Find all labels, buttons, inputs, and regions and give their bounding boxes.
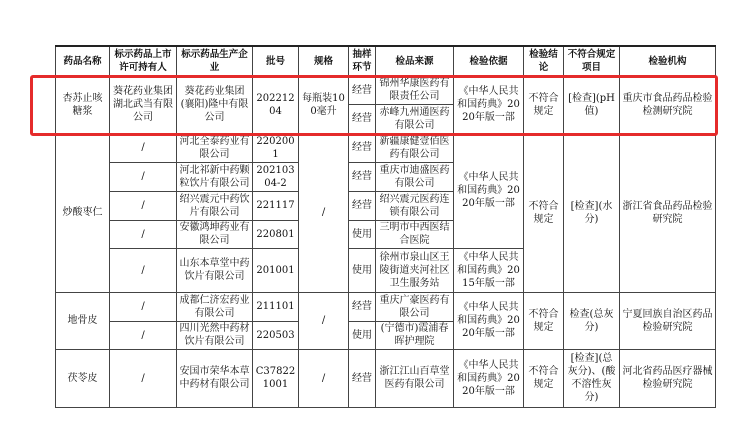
cell-nonconform: [检查](总灰分)、(酸不溶性灰分) xyxy=(564,349,620,407)
cell-holder: / xyxy=(110,133,177,162)
header-source: 检品来源 xyxy=(376,46,454,76)
cell-org: 重庆市食品药品检验检测研究院 xyxy=(620,76,716,133)
cell-spec: / xyxy=(299,349,349,407)
cell-holder: / xyxy=(110,292,177,321)
cell-org: 浙江省食品药品检验研究院 xyxy=(620,133,716,292)
cell-batch: 211101 xyxy=(253,292,299,321)
cell-basis: 《中华人民共和国药典》2020年版一部 xyxy=(454,76,524,133)
cell-nonconform: [检查](pH值) xyxy=(564,76,620,133)
cell-holder: / xyxy=(110,162,177,191)
cell-source: 重庆市迪盛医药有限公司 xyxy=(376,162,454,191)
cell-source: 赤峰九州通医药有限公司 xyxy=(376,104,454,133)
cell-maker: 安徽鸿坤药业有限公司 xyxy=(177,220,253,248)
cell-source: 重庆广豪医药有限公司 xyxy=(376,292,454,321)
cell-conclusion: 不符合规定 xyxy=(524,76,564,133)
cell-holder: / xyxy=(110,248,177,292)
table-row xyxy=(56,76,716,104)
cell-conclusion: 不符合规定 xyxy=(524,349,564,407)
header-maker: 标示药品生产企业 xyxy=(177,46,253,76)
cell-link: 经营 xyxy=(349,133,376,162)
header-row xyxy=(56,46,716,76)
cell-link: 使用 xyxy=(349,321,376,349)
cell-conclusion: 不符合规定 xyxy=(524,133,564,292)
cell-name: 杏苏止咳糖浆 xyxy=(56,76,110,133)
cell-batch: 201001 xyxy=(253,248,299,292)
cell-source: 三明市中西医结合医院 xyxy=(376,220,454,248)
cell-source: 新疆康健壹佰医药有限公司 xyxy=(376,133,454,162)
cell-maker: 山东本草堂中药饮片有限公司 xyxy=(177,248,253,292)
header-org: 检验机构 xyxy=(620,46,716,76)
cell-nonconform: 检查(总灰分) xyxy=(564,292,620,349)
cell-maker: 河北全泰药业有限公司 xyxy=(177,133,253,162)
header-conclusion: 检验结论 xyxy=(524,46,564,76)
table-row xyxy=(56,349,716,407)
header-name: 药品名称 xyxy=(56,46,110,76)
cell-source: 徐州市泉山区王陵街道夹河社区卫生服务站 xyxy=(376,248,454,292)
header-basis: 检验依据 xyxy=(454,46,524,76)
cell-basis: 《中华人民共和国药典》2020年版一部 xyxy=(454,133,524,248)
cell-source: 绍兴震元医药连锁有限公司 xyxy=(376,191,454,220)
header-nonconform: 不符合规定项目 xyxy=(564,46,620,76)
cell-holder: / xyxy=(110,191,177,220)
cell-link: 经营 xyxy=(349,76,376,104)
cell-conclusion: 不符合规定 xyxy=(524,292,564,349)
cell-source: 锦州华康医药有限责任公司 xyxy=(376,76,454,104)
header-spec: 规格 xyxy=(299,46,349,76)
cell-holder: / xyxy=(110,220,177,248)
cell-basis: 《中华人民共和国药典》2020年版一部 xyxy=(454,349,524,407)
cell-batch: 20210304-2 xyxy=(253,162,299,191)
cell-batch: 221117 xyxy=(253,191,299,220)
cell-batch: 20221204 xyxy=(253,76,299,133)
cell-holder: / xyxy=(110,321,177,349)
cell-batch: 220801 xyxy=(253,220,299,248)
cell-source: (宁德市)霞浦春晖护理院 xyxy=(376,321,454,349)
cell-basis: 《中华人民共和国药典》2020年版一部 xyxy=(454,292,524,349)
document-page xyxy=(55,45,716,408)
cell-name: 炒酸枣仁 xyxy=(56,133,110,292)
cell-batch: C378221001 xyxy=(253,349,299,407)
cell-link: 使用 xyxy=(349,248,376,292)
cell-maker: 葵花药业集团(襄阳)隆中有限公司 xyxy=(177,76,253,133)
cell-name: 茯苓皮 xyxy=(56,349,110,407)
cell-link: 经营 xyxy=(349,191,376,220)
cell-link: 经营 xyxy=(349,349,376,407)
cell-spec: 每瓶装100毫升 xyxy=(299,76,349,133)
cell-nonconform: [检查](水分) xyxy=(564,133,620,292)
inspection-table xyxy=(55,45,716,408)
table-row xyxy=(56,292,716,321)
cell-holder: / xyxy=(110,349,177,407)
header-holder: 标示药品上市许可持有人 xyxy=(110,46,177,76)
cell-link: 经营 xyxy=(349,292,376,321)
cell-spec: / xyxy=(299,292,349,349)
table-row xyxy=(56,133,716,162)
cell-link: 经营 xyxy=(349,162,376,191)
cell-org: 宁夏回族自治区药品检验研究院 xyxy=(620,292,716,349)
cell-holder: 葵花药业集团湖北武当有限公司 xyxy=(110,76,177,133)
cell-batch: 2202001 xyxy=(253,133,299,162)
cell-maker: 安国市荣华本草中药材有限公司 xyxy=(177,349,253,407)
cell-name: 地骨皮 xyxy=(56,292,110,349)
cell-maker: 四川光然中药材饮片有限公司 xyxy=(177,321,253,349)
cell-spec: / xyxy=(299,133,349,292)
cell-link: 经营 xyxy=(349,104,376,133)
header-link: 抽样环节 xyxy=(349,46,376,76)
cell-batch: 220503 xyxy=(253,321,299,349)
cell-source: 浙江江山百草堂医药有限公司 xyxy=(376,349,454,407)
cell-org: 河北省药品医疗器械检验研究院 xyxy=(620,349,716,407)
cell-link: 使用 xyxy=(349,220,376,248)
cell-maker: 绍兴震元中药饮片有限公司 xyxy=(177,191,253,220)
header-batch: 批号 xyxy=(253,46,299,76)
cell-basis: 《中华人民共和国药典》2015年版一部 xyxy=(454,248,524,292)
cell-maker: 成都仁济宏药业有限公司 xyxy=(177,292,253,321)
cell-maker: 河北祁新中药颗粒饮片有限公司 xyxy=(177,162,253,191)
